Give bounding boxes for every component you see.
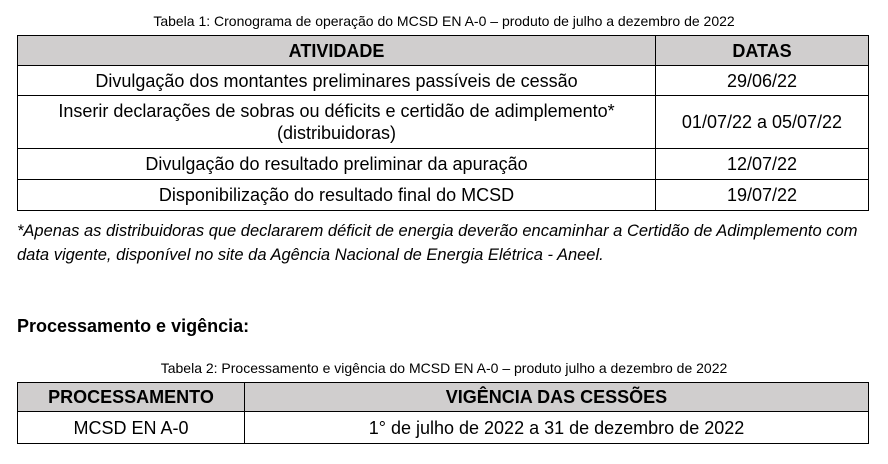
table1-caption: Tabela 1: Cronograma de operação do MCSD EN A-0 – produto de julho a dezembro de 2022 [153, 13, 735, 29]
date-cell: 01/07/22 a 05/07/22 [656, 96, 869, 149]
date-cell: 19/07/22 [656, 180, 869, 211]
table-row [18, 180, 869, 211]
table-row [18, 149, 869, 180]
header-dates: DATAS [656, 36, 869, 66]
table-row [18, 412, 869, 444]
table2-caption: Tabela 2: Processamento e vigência do MCSD EN A-0 – produto julho a dezembro de 2022 [160, 360, 728, 376]
table-row [18, 66, 869, 96]
date-cell: 12/07/22 [656, 149, 869, 180]
header-validity: VIGÊNCIA DAS CESSÕES [245, 383, 869, 412]
header-processing: PROCESSAMENTO [18, 383, 245, 412]
activity-cell: Divulgação dos montantes preliminares passíveis de cessão [18, 66, 656, 96]
table-header-row [18, 383, 869, 412]
processing-table [17, 382, 869, 444]
activity-cell: Disponibilização do resultado final do MCSD [18, 180, 656, 211]
processing-cell: MCSD EN A-0 [18, 412, 245, 444]
table1-footnote: *Apenas as distribuidoras que declararem déficit de energia deverão encaminhar a Certidão de Adimplemento com data vigente, disponível no site da Agência Nacional de Energia Elétrica - Aneel. [17, 222, 858, 264]
schedule-table [17, 35, 869, 211]
date-cell: 29/06/22 [656, 66, 869, 96]
table-row [18, 96, 869, 149]
header-activity: ATIVIDADE [18, 36, 656, 66]
activity-cell: Inserir declarações de sobras ou déficits e certidão de adimplemento* (distribuidoras) [18, 96, 656, 149]
activity-cell: Divulgação do resultado preliminar da apuração [18, 149, 656, 180]
validity-cell: 1° de julho de 2022 a 31 de dezembro de 2022 [245, 412, 869, 444]
table-header-row [18, 36, 869, 66]
section-heading: Processamento e vigência: [17, 316, 250, 336]
